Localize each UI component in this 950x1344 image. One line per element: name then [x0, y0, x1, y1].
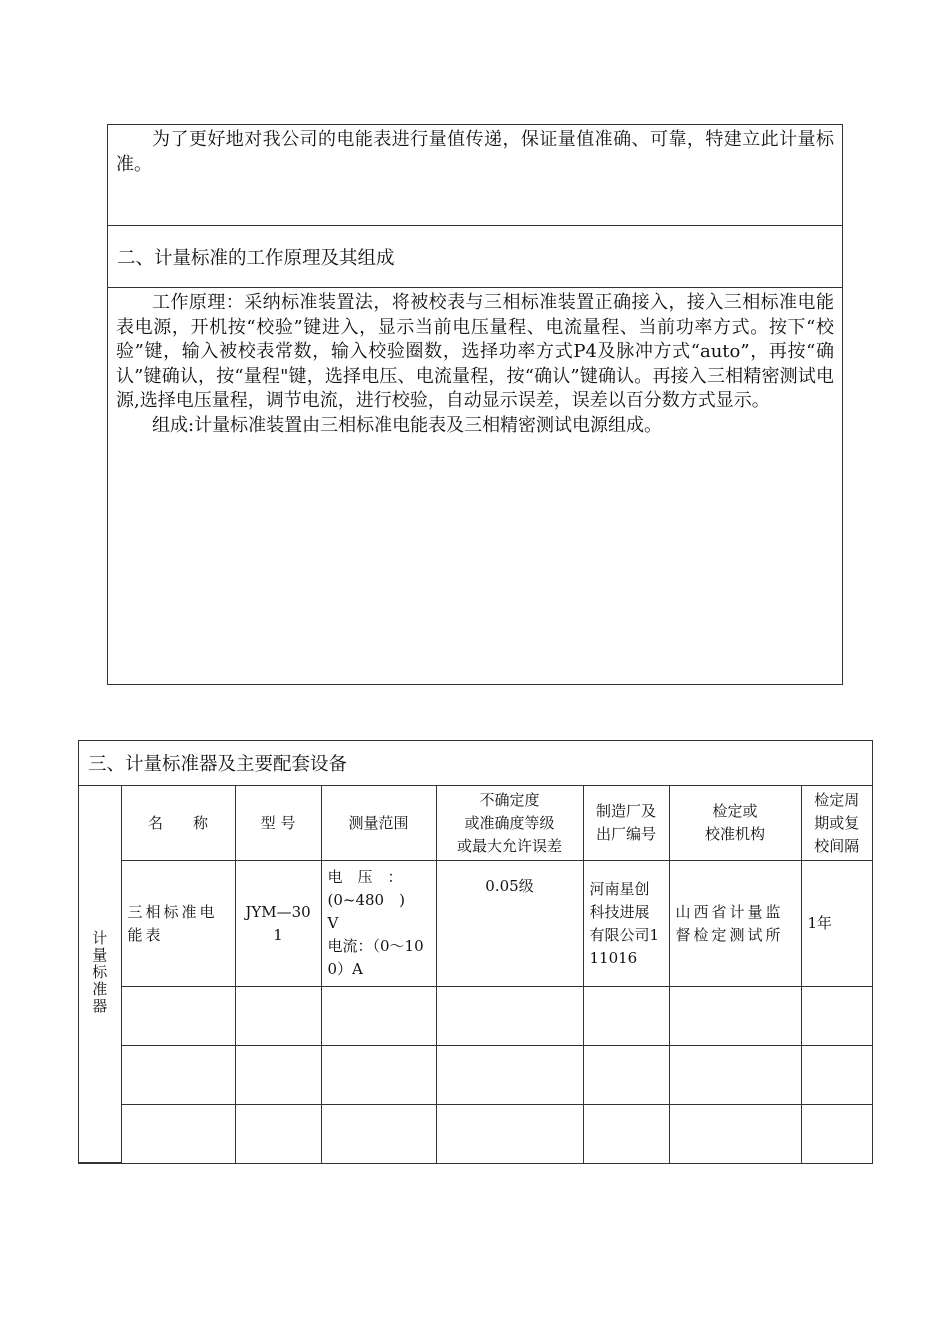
col-range-header: 测量范围 [321, 786, 436, 861]
equipment-uncertainty: 0.05级 [436, 861, 583, 987]
section-2-heading: 二、计量标准的工作原理及其组成 [117, 247, 395, 269]
equipment-agency: 山西省计量监督检定测试所 [669, 861, 801, 987]
principle-row [108, 288, 842, 684]
principle-heading-row [108, 226, 842, 288]
purpose-principle-table [107, 124, 843, 685]
purpose-text: 为了更好地对我公司的电能表进行量值传递，保证量值准确、可靠，特建立此计量标准。 [116, 129, 834, 175]
table-row [79, 1105, 872, 1163]
working-principle-text: 工作原理：采纳标准装置法，将被校表与三相标准装置正确接入，接入三相标准电能表电源，开机按“校验”键进入，显示当前电压量程、电流量程、当前功率方式。按下“校验”键，输入被校表常数，输入校验圈数，选择功率方式P4及脉冲方式“auto”，再按“确认”键确认，按“量程"键，选择电压、电流量程，按“确认”键确认。再接入三相精密测试电源,选择电压量程，调节电流，进行校验，自动显示误差，误差以百分数方式显示。 [116, 292, 834, 411]
col-period-header: 检定周 期或复 校间隔 [801, 786, 872, 861]
table-row [79, 987, 872, 1046]
equipment-period: 1年 [801, 861, 872, 987]
range-current: 电流：（0～100）A [327, 937, 424, 978]
col-maker-header: 制造厂及 出厂编号 [583, 786, 669, 861]
col-model-header: 型 号 [235, 786, 321, 861]
table-row [79, 861, 872, 987]
table-row [79, 1046, 872, 1105]
purpose-row [108, 125, 842, 226]
standard-side-label-cell [79, 786, 121, 1163]
col-name-header: 名 称 [121, 786, 235, 861]
equipment-model: JYM—301 [235, 861, 321, 987]
range-voltage-value: (0~480 ) V [327, 891, 420, 932]
col-uncertainty-header: 不确定度 或准确度等级 或最大允许误差 [436, 786, 583, 861]
equipment-maker: 河南星创科技进展有限公司111016 [583, 861, 669, 987]
equipment-range [321, 861, 436, 987]
equipment-table [78, 740, 873, 1164]
col-agency-header: 检定或 校准机构 [669, 786, 801, 861]
range-voltage-label: 电 压 ： [327, 868, 403, 886]
section-3-heading: 三、计量标准器及主要配套设备 [79, 741, 872, 786]
equipment-grid [79, 786, 872, 1163]
equipment-name: 三相标准电能表 [121, 861, 235, 987]
composition-text: 组成:计量标准装置由三相标准电能表及三相精密测试电源组成。 [152, 414, 663, 436]
standard-side-label: 计量标准器 [92, 929, 108, 1015]
header-row [79, 786, 872, 861]
